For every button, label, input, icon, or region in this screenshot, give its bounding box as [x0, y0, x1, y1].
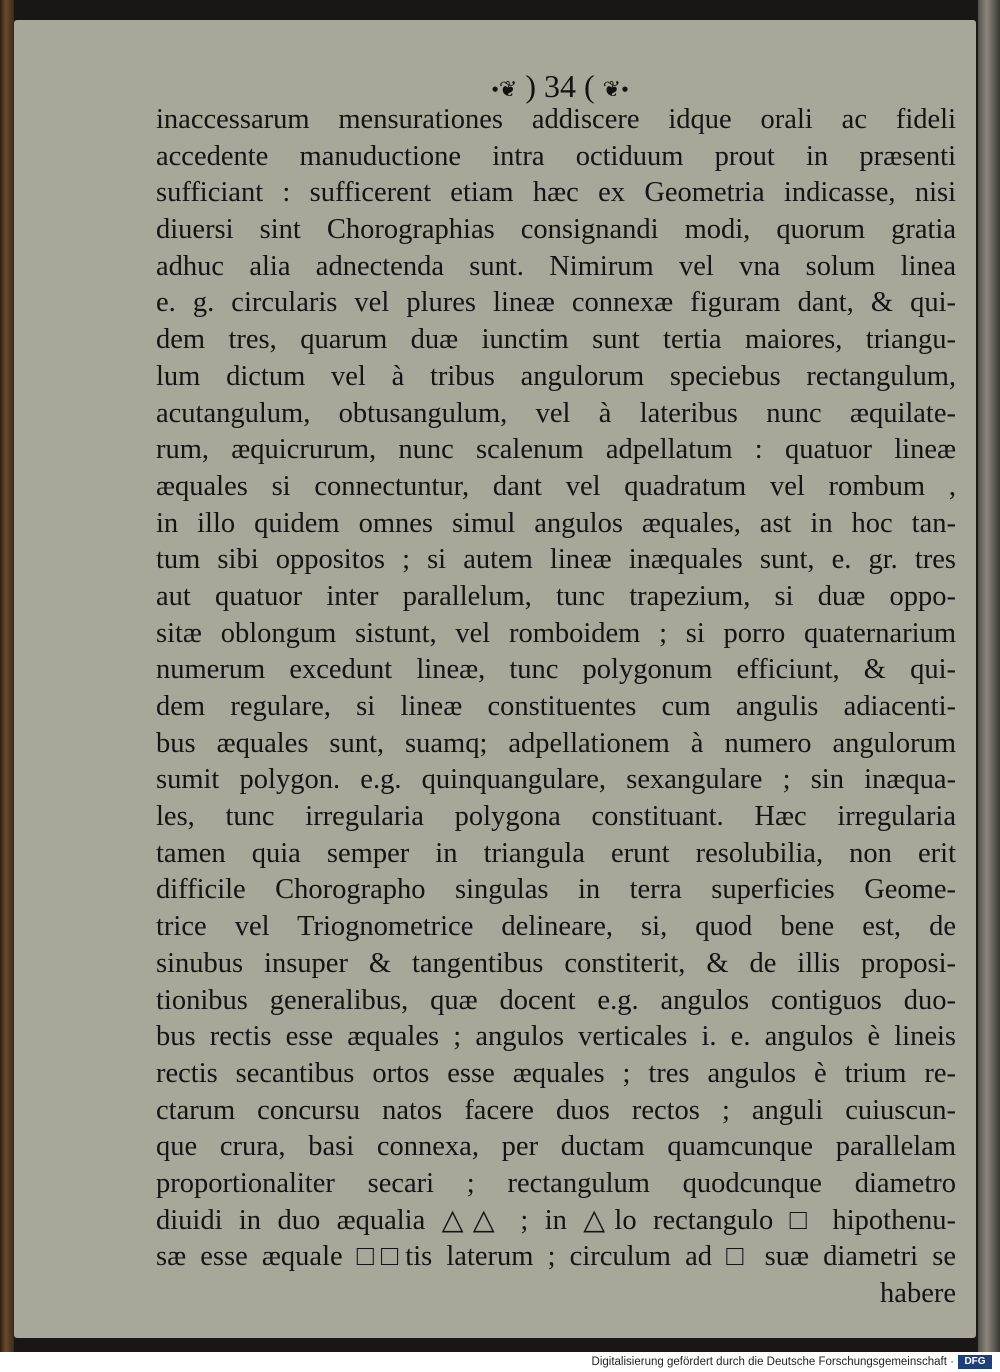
text-line: inaccessarum mensurationes addiscere idque orali ac fideli — [156, 104, 956, 135]
dfg-logo: DFG — [958, 1355, 992, 1369]
text-line: bus rectis esse æquales ; angulos verticales i. e. angulos è lineis — [156, 1021, 956, 1053]
text-line: æquales si connectuntur, dant vel quadratum vel rombum , — [156, 470, 956, 502]
text-line: e. g. circularis vel plures lineæ connexæ figuram dant, & qui- — [156, 287, 956, 319]
text-line: adhuc alia adnectenda sunt. Nimirum vel vna solum linea — [156, 250, 956, 282]
header-right-ornament: ❦• — [602, 76, 629, 102]
header-left-ornament: •❦ — [491, 76, 518, 102]
book-edge-left — [0, 0, 14, 1352]
text-line: accedente manuductione intra octiduum prout in præsenti — [156, 140, 956, 172]
text-line: sæ esse æquale □□tis laterum ; circulum ad □ suæ diametri se — [156, 1241, 956, 1273]
footer-bar — [0, 1352, 1000, 1372]
text-line: ctarum concursu natos facere duos rectos ; anguli cuiuscun- — [156, 1094, 956, 1126]
text-line: diuersi sint Chorographias consignandi modi, quorum gratia — [156, 214, 956, 246]
text-line: aut quatuor inter parallelum, tunc trapezium, si duæ oppo- — [156, 580, 956, 612]
page-header — [440, 66, 680, 106]
text-line: dem regulare, si lineæ constituentes cum angulis adiacenti- — [156, 691, 956, 722]
text-line: habere — [880, 1278, 956, 1309]
text-line: que crura, basi connexa, per ductam quamcunque parallelam — [156, 1131, 956, 1163]
text-line: in illo quidem omnes simul angulos æquales, ast in hoc tan- — [156, 507, 956, 539]
text-line: numerum excedunt lineæ, tunc polygonum efficiunt, & qui- — [156, 654, 956, 686]
text-line: les, tunc irregularia polygona constituant. Hæc irregularia — [156, 801, 956, 833]
text-line: trice vel Triognometrice delineare, si, quod bene est, de — [156, 911, 956, 943]
text-line: dem tres, quarum duæ iunctim sunt tertia maiores, triangu- — [156, 324, 956, 356]
text-line: sinubus insuper & tangentibus constiterit, & de illis proposi- — [156, 947, 956, 979]
footer-credit — [592, 1354, 954, 1370]
page-number: ) 34 ( — [525, 68, 595, 104]
text-line: proportionaliter secari ; rectangulum quodcunque diametro — [156, 1167, 956, 1199]
text-line: sufficiant : sufficerent etiam hæc ex Geometria indicasse, nisi — [156, 177, 956, 209]
text-line: rectis secantibus ortos esse æquales ; tres angulos è trium re- — [156, 1057, 956, 1089]
text-line: tum sibi oppositos ; si autem lineæ inæquales sunt, e. gr. tres — [156, 544, 956, 576]
text-line: acutangulum, obtusangulum, vel à lateribus nunc æquilate- — [156, 397, 956, 429]
book-edge-right — [978, 0, 1000, 1352]
text-line: sitæ oblongum sistunt, vel romboidem ; si porro quaternarium — [156, 617, 956, 649]
text-line: rum, æquicrurum, nunc scalenum adpellatum : quatuor lineæ — [156, 434, 956, 466]
text-line: tamen quia semper in triangula erunt resolubilia, non erit — [156, 837, 956, 869]
text-line: difficile Chorographo singulas in terra superficies Geome- — [156, 874, 956, 906]
text-line: sumit polygon. e.g. quinquangulare, sexangulare ; sin inæqua- — [156, 764, 956, 796]
text-line: lum dictum vel à tribus angulorum speciebus rectangulum, — [156, 360, 956, 392]
text-line: bus æquales sunt, suamq; adpellationem à numero angulorum — [156, 727, 956, 759]
body-text — [156, 102, 956, 1313]
text-line: diuidi in duo æqualia △△ ; in △lo rectangulo □ hipothenu- — [156, 1204, 956, 1236]
footer-separator: · — [950, 1356, 954, 1368]
footer-credit-text: Digitalisierung gefördert durch die Deutsche Forschungsgemeinschaft — [591, 1356, 947, 1368]
text-line: tionibus generalibus, quæ docent e.g. angulos contiguos duo- — [156, 984, 956, 1016]
